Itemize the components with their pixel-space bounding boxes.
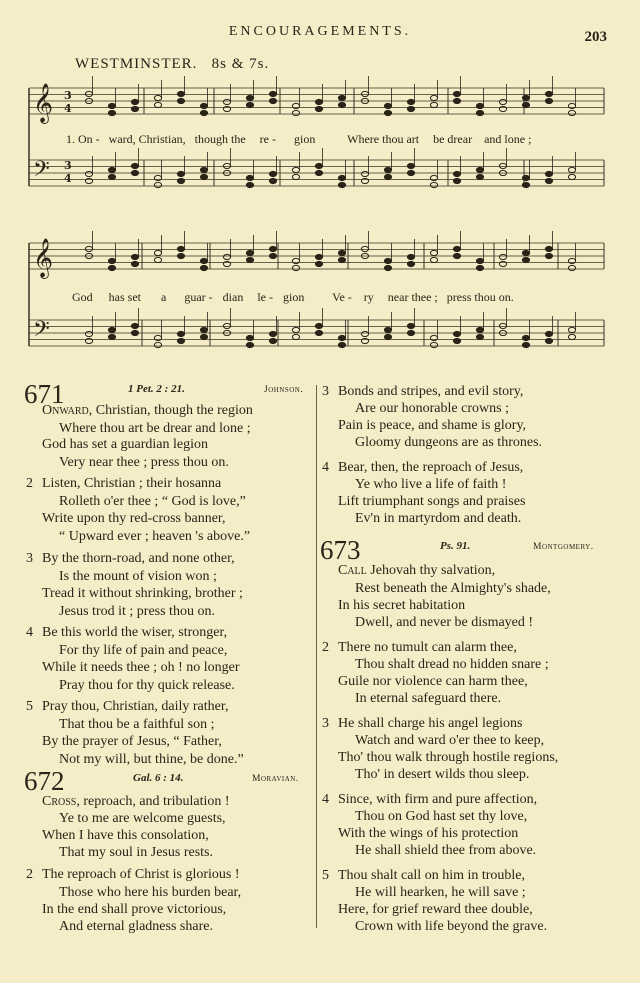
note-head [384, 174, 391, 179]
note-head [499, 163, 506, 168]
note-head [476, 103, 483, 108]
lyric-syllable: gion [282, 290, 305, 304]
note-head [384, 258, 391, 263]
note-head [269, 331, 276, 336]
note-head [154, 182, 161, 187]
note-head [361, 91, 368, 96]
note-head [407, 330, 414, 335]
verse-line: Rest beneath the Almighty's shade, [355, 581, 551, 596]
verse-line: Bonds and stripes, and evil story, [338, 384, 524, 399]
note-head [269, 171, 276, 176]
verse-line: In the end shall prove victorious, [42, 902, 227, 917]
note-head [545, 98, 552, 103]
verse-line: Be this world the wiser, stronger, [42, 625, 228, 640]
note-head [177, 178, 184, 183]
bass-clef-icon: 𝄢 [33, 317, 50, 347]
note-head [453, 253, 460, 258]
verse-line: “ Upward ever ; heaven 's above.” [59, 529, 251, 544]
note-head [453, 331, 460, 336]
note-head [453, 338, 460, 343]
note-head [108, 103, 115, 108]
note-head [269, 91, 276, 96]
note-head [315, 254, 322, 259]
note-head [338, 250, 345, 255]
note-head [177, 171, 184, 176]
verse-line: Thou on God hast set thy love, [355, 809, 528, 824]
lyric-syllable: gion [294, 132, 316, 146]
verse-line: With the wings of his protection [338, 826, 519, 841]
note-head [177, 246, 184, 251]
note-head [407, 323, 414, 328]
note-head [85, 171, 92, 176]
note-head [200, 103, 207, 108]
note-head [407, 99, 414, 104]
note-head [246, 175, 253, 180]
note-head [361, 331, 368, 336]
music-score [0, 0, 640, 370]
note-head [292, 110, 299, 115]
note-head [430, 250, 437, 255]
verse-line: Here, for grief reward thee double, [338, 902, 533, 917]
verse-line: Thou shalt call on him in trouble, [338, 868, 526, 883]
verse-line: He will hearken, he will save ; [355, 885, 526, 900]
treble-clef-icon: 𝄞 [33, 83, 54, 123]
note-head [338, 257, 345, 262]
note-head [338, 335, 345, 340]
note-head [407, 261, 414, 266]
note-head [177, 331, 184, 336]
verse-line: He shall shield thee from above. [355, 843, 537, 858]
note-head [315, 170, 322, 175]
note-head [407, 106, 414, 111]
note-head [522, 95, 529, 100]
note-head [315, 163, 322, 168]
verse-line: Watch and ward o'er thee to keep, [355, 733, 545, 748]
note-head [108, 167, 115, 172]
hymn-scripture: Ps. 91. [440, 540, 471, 552]
note-head [223, 163, 230, 168]
tune-name: WESTMINSTER. [75, 56, 198, 72]
note-head [246, 182, 253, 187]
verse-line: Pray thou for thy quick release. [59, 678, 235, 693]
note-head [154, 102, 161, 107]
note-head [568, 327, 575, 332]
verse-line: Are our honorable crowns ; [355, 401, 509, 416]
note-head [108, 174, 115, 179]
note-head [200, 167, 207, 172]
lyric-syllable: le - [257, 290, 273, 304]
note-head [131, 254, 138, 259]
note-head [545, 171, 552, 176]
lyric-syllable: Ve - [332, 290, 352, 304]
verse-line: Guile nor violence can harm thee, [338, 674, 528, 689]
note-head [315, 330, 322, 335]
verse-line: Very near thee ; press thou on. [59, 455, 229, 470]
note-head [85, 331, 92, 336]
verse-line: Bear, then, the reproach of Jesus, [338, 460, 524, 475]
verse-line: Those who here his burden bear, [59, 885, 242, 900]
verse-line: Tread it without shrinking, brother ; [42, 586, 243, 601]
lyric-syllable: though the [194, 132, 246, 146]
note-head [568, 334, 575, 339]
bass-clef-icon: 𝄢 [33, 157, 50, 187]
page-number: 203 [584, 29, 607, 45]
note-head [407, 254, 414, 259]
note-head [85, 91, 92, 96]
lyric-syllable: and lone ; [484, 132, 532, 146]
note-head [522, 175, 529, 180]
running-head: ENCOURAGEMENTS. [228, 24, 412, 39]
note-head [292, 334, 299, 339]
note-head [430, 102, 437, 107]
verse-line: There no tumult can alarm thee, [338, 640, 517, 655]
note-head [407, 163, 414, 168]
note-head [154, 95, 161, 100]
verse-line: When I have this consolation, [42, 828, 209, 843]
hymn-number-673: 673 [320, 535, 361, 565]
note-head [131, 163, 138, 168]
hymn-author: Moravian. [252, 774, 299, 784]
note-head [292, 327, 299, 332]
hymn-scripture: Gal. 6 : 14. [133, 772, 184, 784]
lyric-syllable: press thou on. [446, 290, 514, 304]
note-head [453, 98, 460, 103]
note-head [499, 254, 506, 259]
note-head [430, 182, 437, 187]
time-signature: 4 [64, 102, 72, 115]
hymn-scripture: 1 Pet. 2 : 21. [128, 383, 185, 395]
note-head [430, 95, 437, 100]
note-head [568, 174, 575, 179]
note-head [453, 91, 460, 96]
note-head [476, 327, 483, 332]
note-head [292, 167, 299, 172]
note-head [200, 327, 207, 332]
verse-line: For thy life of pain and peace, [59, 643, 228, 658]
note-head [384, 110, 391, 115]
note-head [200, 174, 207, 179]
verse-line: Tho' thou walk through hostile regions, [338, 750, 559, 765]
note-head [453, 171, 460, 176]
note-head [361, 171, 368, 176]
treble-clef-icon: 𝄞 [33, 238, 54, 278]
note-head [200, 265, 207, 270]
note-head [499, 99, 506, 104]
lyric-syllable: ward, Christian, [108, 132, 186, 146]
note-head [131, 99, 138, 104]
note-head [269, 338, 276, 343]
stanza-number: 2 [26, 476, 33, 491]
verse-line: Thou shalt dread no hidden snare ; [355, 657, 549, 672]
note-head [522, 342, 529, 347]
note-head [131, 170, 138, 175]
note-head [476, 174, 483, 179]
note-head [338, 175, 345, 180]
note-head [338, 102, 345, 107]
lyric-syllable: God [72, 290, 93, 304]
lyric-syllable: re - [259, 132, 276, 146]
stanza-number: 4 [26, 625, 33, 640]
note-head [108, 258, 115, 263]
note-head [108, 327, 115, 332]
time-signature: 4 [64, 172, 72, 185]
verse-line: God has set a guardian legion [42, 437, 209, 452]
note-head [568, 110, 575, 115]
note-head [499, 323, 506, 328]
note-head [430, 257, 437, 262]
note-head [522, 257, 529, 262]
stanza-number: 4 [322, 460, 329, 475]
tune-meter: 8s & 7s. [211, 56, 270, 72]
lyric-syllable: Where thou art [347, 132, 420, 146]
note-head [269, 253, 276, 258]
verse-line: Listen, Christian ; their hosanna [42, 476, 222, 491]
note-head [246, 102, 253, 107]
verse-line: That thou be a faithful son ; [59, 717, 215, 732]
time-signature: 3 [64, 159, 72, 172]
note-head [223, 99, 230, 104]
note-head [545, 91, 552, 96]
note-head [338, 182, 345, 187]
note-head [384, 167, 391, 172]
note-head [246, 257, 253, 262]
stanza-number: 2 [322, 640, 329, 655]
note-head [522, 182, 529, 187]
lyric-syllable: has set [108, 290, 141, 304]
note-head [522, 335, 529, 340]
hymn-author: Montgomery. [533, 542, 594, 552]
verse-line: Call Jehovah thy salvation, [338, 563, 496, 578]
note-head [384, 334, 391, 339]
note-head [476, 334, 483, 339]
note-head [269, 178, 276, 183]
note-head [154, 342, 161, 347]
note-head [476, 110, 483, 115]
note-head [315, 106, 322, 111]
note-head [154, 250, 161, 255]
lyric-syllable: ry [363, 290, 374, 304]
verse-line: Onward, Christian, though the region [42, 403, 253, 418]
note-head [545, 338, 552, 343]
note-head [246, 250, 253, 255]
verse-line: Where thou art be drear and lone ; [59, 421, 251, 436]
hymn-author: Johnson. [264, 385, 304, 395]
verse-line: In eternal safeguard there. [355, 691, 502, 706]
note-head [108, 110, 115, 115]
note-head [131, 323, 138, 328]
note-head [476, 258, 483, 263]
lyric-syllable: guar - [184, 290, 213, 304]
note-head [108, 265, 115, 270]
note-head [407, 170, 414, 175]
lyric-syllable: dian [222, 290, 244, 304]
stanza-number: 5 [322, 868, 329, 883]
lyric-line-2 [72, 290, 514, 305]
note-head [154, 257, 161, 262]
note-head [246, 342, 253, 347]
hymn-number-672: 672 [24, 766, 65, 796]
verse-line: Is the mount of vision won ; [59, 569, 217, 584]
time-signature: 3 [64, 89, 72, 102]
verse-line: Write upon thy red-cross banner, [42, 511, 226, 526]
note-head [338, 342, 345, 347]
note-head [384, 327, 391, 332]
note-head [315, 261, 322, 266]
note-head [223, 323, 230, 328]
note-head [269, 246, 276, 251]
note-head [177, 98, 184, 103]
verse-line: And eternal gladness share. [59, 919, 213, 934]
note-head [568, 167, 575, 172]
verse-line: Tho' in desert wilds thou sleep. [355, 767, 530, 782]
lyric-line-1 [66, 132, 531, 147]
note-head [522, 102, 529, 107]
lyric-syllable: near thee ; [387, 290, 438, 304]
verse-line: While it needs thee ; oh ! no longer [42, 660, 240, 675]
lyric-syllable: 1. On - [66, 132, 100, 146]
column-divider [316, 385, 317, 928]
note-head [200, 110, 207, 115]
note-head [476, 167, 483, 172]
verse-line: Pray thou, Christian, daily rather, [42, 699, 229, 714]
verse-line: Lift triumphant songs and praises [338, 494, 526, 509]
verse-line: The reproach of Christ is glorious ! [42, 867, 240, 882]
verse-line: Jesus trod it ; press thou on. [59, 604, 215, 619]
stanza-number: 3 [322, 384, 329, 399]
verse-line: Not my will, but thine, be done.” [59, 752, 244, 767]
note-head [292, 265, 299, 270]
note-head [430, 342, 437, 347]
verse-line: Rolleth o'er thee ; “ God is love,” [59, 494, 246, 509]
note-head [384, 265, 391, 270]
note-head [131, 106, 138, 111]
note-head [177, 91, 184, 96]
note-head [177, 253, 184, 258]
note-head [338, 95, 345, 100]
note-head [545, 246, 552, 251]
note-head [384, 103, 391, 108]
note-head [85, 246, 92, 251]
stanza-number: 5 [26, 699, 33, 714]
verse-line: By the thorn-road, and none other, [42, 551, 235, 566]
stanza-number: 4 [322, 792, 329, 807]
note-head [453, 178, 460, 183]
hymn-number-671: 671 [24, 379, 65, 409]
note-head [315, 99, 322, 104]
note-head [131, 261, 138, 266]
verse-line: By the prayer of Jesus, “ Father, [42, 734, 222, 749]
stanza-number: 3 [322, 716, 329, 731]
lyric-syllable: a [161, 290, 167, 304]
note-head [292, 174, 299, 179]
verse-line: Since, with firm and pure affection, [338, 792, 538, 807]
verse-line: That my soul in Jesus rests. [59, 845, 213, 860]
verse-line: Gloomy dungeons are as thrones. [355, 435, 543, 450]
verse-line: Cross, reproach, and tribulation ! [42, 794, 230, 809]
note-head [545, 331, 552, 336]
verse-line: Ye to me are welcome guests, [59, 811, 226, 826]
note-head [177, 338, 184, 343]
note-head [361, 246, 368, 251]
verse-line: Pain is peace, and shame is glory, [338, 418, 527, 433]
verse-line: Dwell, and never be dismayed ! [355, 615, 534, 630]
lyric-syllable: be drear [433, 132, 473, 146]
note-head [545, 178, 552, 183]
note-head [108, 334, 115, 339]
verse-line: Crown with life beyond the grave. [355, 919, 548, 934]
note-head [246, 95, 253, 100]
note-head [568, 265, 575, 270]
stanza-number: 3 [26, 551, 33, 566]
note-head [223, 254, 230, 259]
verse-line: He shall charge his angel legions [338, 716, 523, 731]
note-head [545, 253, 552, 258]
note-head [522, 250, 529, 255]
note-head [476, 265, 483, 270]
stanza-number: 2 [26, 867, 33, 882]
note-head [453, 246, 460, 251]
note-head [269, 98, 276, 103]
note-head [246, 335, 253, 340]
note-head [200, 258, 207, 263]
note-head [200, 334, 207, 339]
verse-line: Ye who live a life of faith ! [355, 477, 507, 492]
verse-line: In his secret habitation [338, 598, 466, 613]
note-head [315, 323, 322, 328]
note-head [131, 330, 138, 335]
verse-line: Ev'n in martyrdom and death. [355, 511, 522, 526]
